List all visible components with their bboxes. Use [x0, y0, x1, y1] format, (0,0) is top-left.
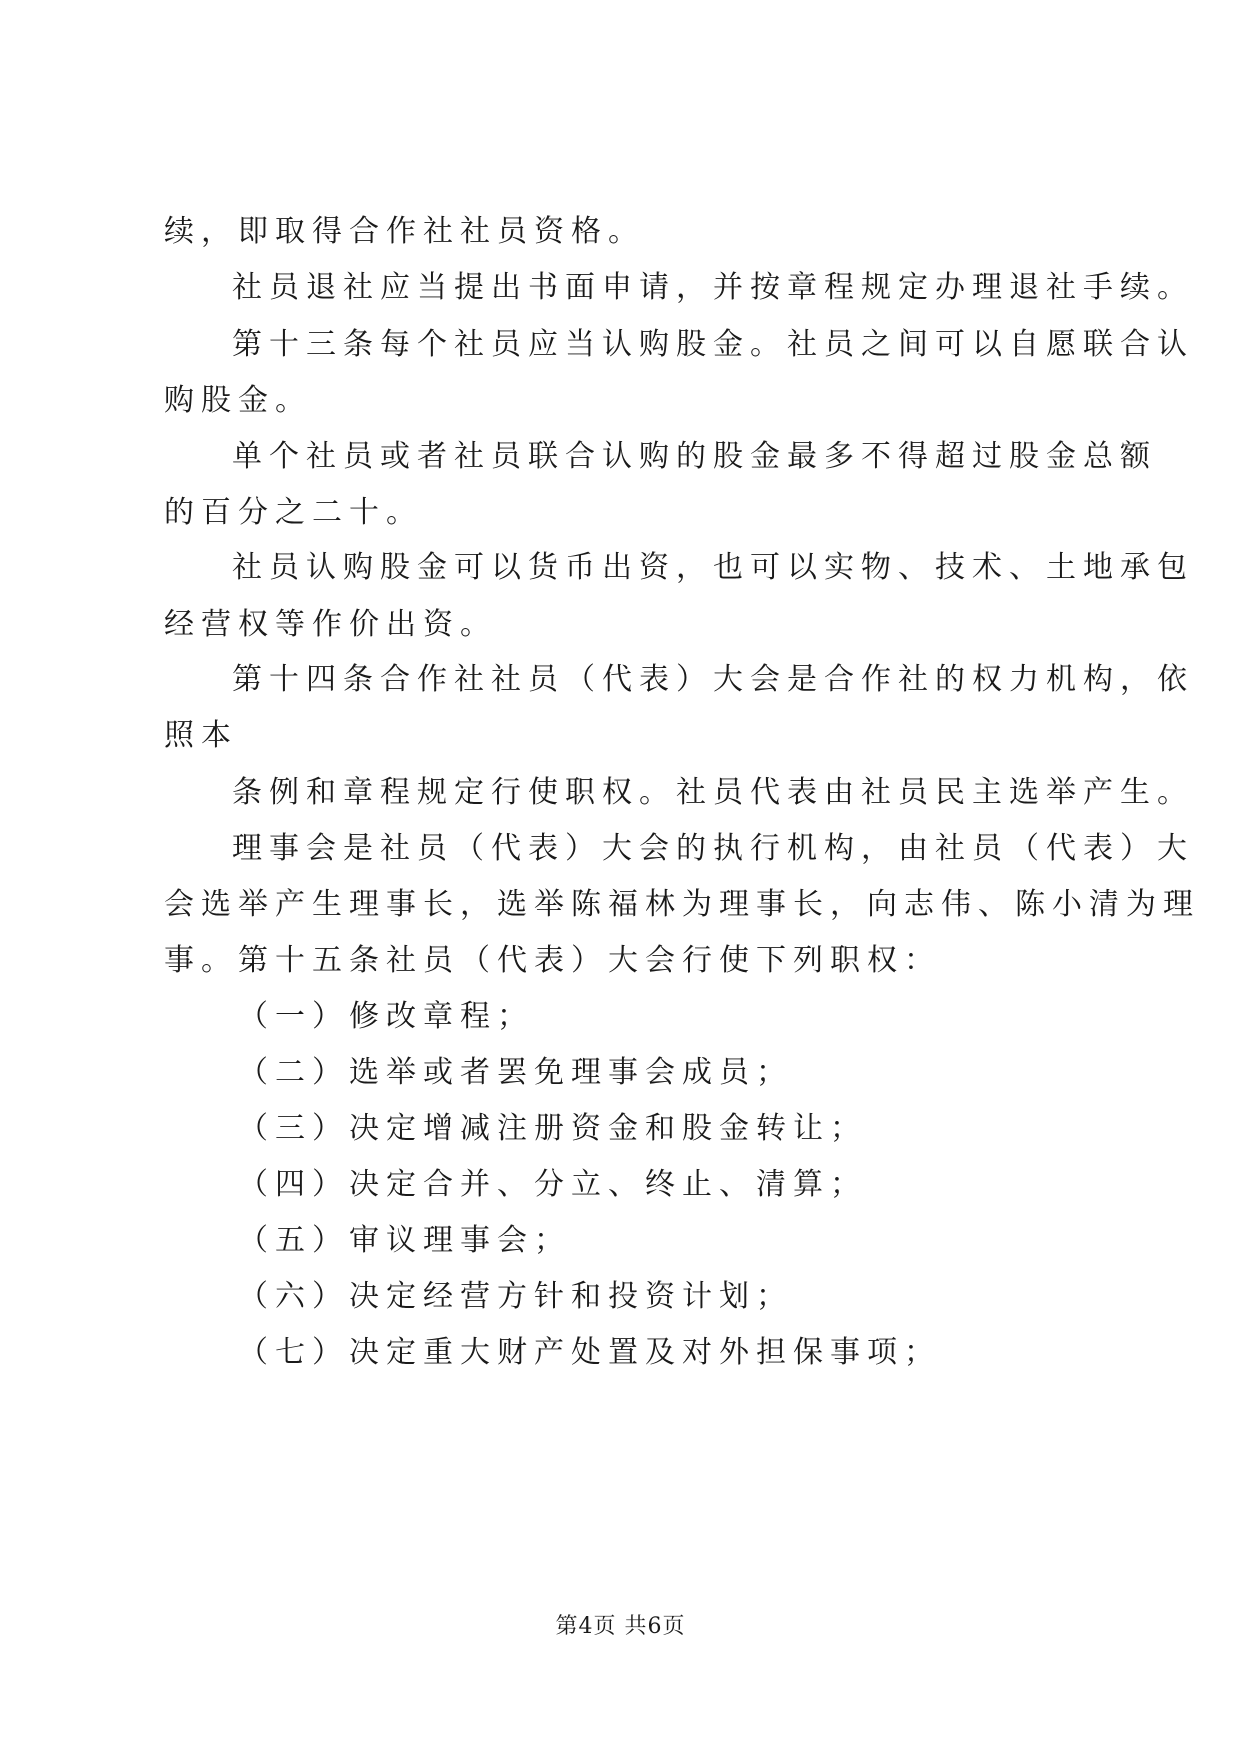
- text-line: 第十四条合作社社员（代表）大会是合作社的权力机构，依: [232, 662, 1194, 697]
- text-line: 购股金。: [164, 383, 312, 418]
- list-item: （五）审议理事会；: [238, 1223, 571, 1258]
- list-item: （四）决定合并、分立、终止、清算；: [238, 1167, 867, 1202]
- list-item: （二）选举或者罢免理事会成员；: [238, 1055, 793, 1090]
- text-line: 理事会是社员（代表）大会的执行机构，由社员（代表）大: [232, 831, 1194, 866]
- text-line: 照本: [164, 718, 238, 753]
- text-line: 续，即取得合作社社员资格。: [164, 214, 645, 249]
- text-line: 单个社员或者社员联合认购的股金最多不得超过股金总额: [232, 439, 1157, 474]
- list-item: （一）修改章程；: [238, 999, 534, 1034]
- text-line: 社员退社应当提出书面申请，并按章程规定办理退社手续。: [232, 270, 1194, 305]
- text-line: 的百分之二十。: [164, 495, 423, 530]
- list-item: （六）决定经营方针和投资计划；: [238, 1279, 793, 1314]
- list-item: （三）决定增减注册资金和股金转让；: [238, 1111, 867, 1146]
- text-line: 事。第十五条社员（代表）大会行使下列职权：: [164, 943, 941, 978]
- text-line: 条例和章程规定行使职权。社员代表由社员民主选举产生。: [232, 775, 1194, 810]
- text-line: 社员认购股金可以货币出资，也可以实物、技术、土地承包: [232, 550, 1194, 585]
- list-item: （七）决定重大财产处置及对外担保事项；: [238, 1335, 941, 1370]
- text-line: 第十三条每个社员应当认购股金。社员之间可以自愿联合认: [232, 327, 1194, 362]
- text-line: 经营权等作价出资。: [164, 607, 497, 642]
- page-number-footer: 第4页 共6页: [555, 1614, 686, 1639]
- text-line: 会选举产生理事长，选举陈福林为理事长，向志伟、陈小清为理: [164, 887, 1200, 922]
